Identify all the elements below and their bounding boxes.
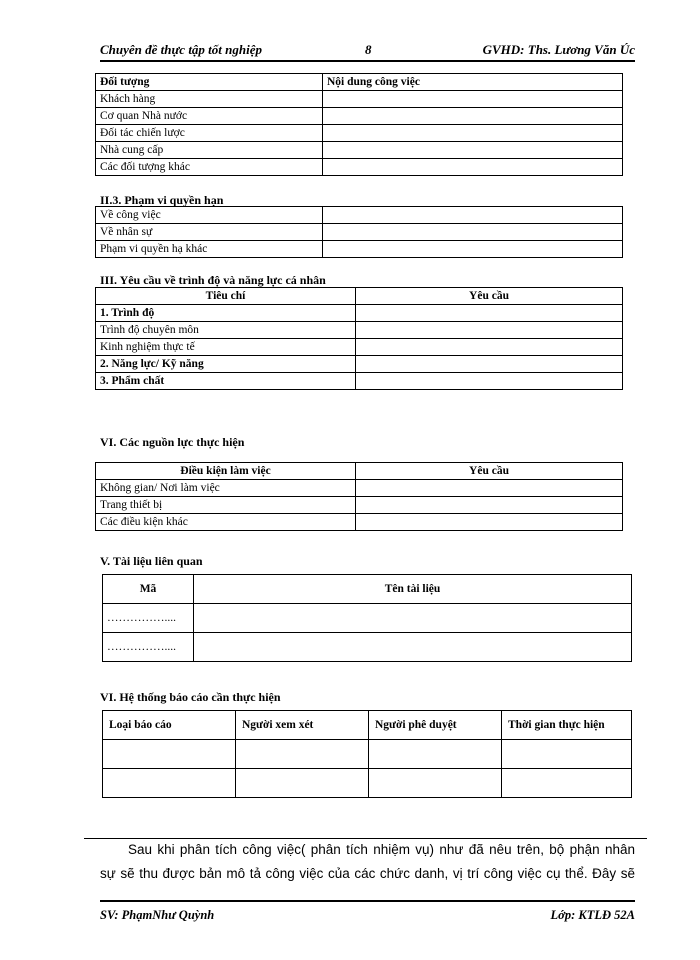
table-cell: Kinh nghiệm thực tế	[96, 339, 356, 356]
table-cell: Trình độ chuyên môn	[96, 322, 356, 339]
table-cell: Phạm vi quyền hạ khác	[96, 241, 323, 258]
table-header: Người xem xét	[236, 711, 369, 740]
table-header: Điều kiện làm việc	[96, 463, 356, 480]
documents-table	[102, 574, 632, 662]
table-header: Loại báo cáo	[103, 711, 236, 740]
resources-table	[95, 462, 623, 531]
table-header: Đối tượng	[96, 74, 323, 91]
table-cell: Đối tác chiến lược	[96, 125, 323, 142]
table-header: Người phê duyệt	[369, 711, 502, 740]
paragraph-line: Sau khi phân tích công việc( phân tích nhiệm vụ) như đã nêu trên, bộ phận nhân	[128, 842, 635, 857]
section-title: III. Yêu cầu về trình độ và năng lực cá nhân	[100, 273, 326, 287]
table-cell: ……………....	[103, 633, 194, 662]
table-header: Thời gian thực hiện	[502, 711, 632, 740]
section-title: V. Tài liệu liên quan	[100, 554, 203, 568]
header-advisor: GVHD: Ths. Lương Văn Úc	[482, 42, 635, 57]
page-number: 8	[365, 42, 372, 57]
table-cell: 2. Năng lực/ Kỹ năng	[96, 356, 356, 373]
section-title: II.3. Phạm vi quyền hạn	[100, 193, 224, 207]
page-footer	[100, 900, 635, 922]
table-header: Nội dung công việc	[323, 74, 623, 91]
page-header	[100, 40, 635, 62]
body-paragraph	[100, 838, 635, 886]
authority-table	[95, 206, 623, 258]
table-cell: Về nhân sự	[96, 224, 323, 241]
footer-class: Lớp: KTLĐ 52A	[550, 908, 635, 922]
section-title: VI. Hệ thống báo cáo cần thực hiện	[100, 690, 281, 704]
header-title: Chuyên đề thực tập tốt nghiệp	[100, 42, 262, 57]
paragraph-line: sự sẽ thu được bản mô tả công việc của các chức danh, vị trí công việc cụ thể. Đây sẽ	[100, 866, 635, 881]
section-title: VI. Các nguồn lực thực hiện	[100, 435, 245, 449]
reports-table	[102, 710, 632, 798]
table-header: Mã	[103, 575, 194, 604]
table-cell: 1. Trình độ	[96, 305, 356, 322]
table-cell: Các đối tượng khác	[96, 159, 323, 176]
table-cell: Không gian/ Nơi làm việc	[96, 480, 356, 497]
table-cell: ……………....	[103, 604, 194, 633]
relations-table	[95, 73, 623, 176]
table-header: Yêu cầu	[356, 288, 623, 305]
table-header: Tiêu chí	[96, 288, 356, 305]
table-header: Yêu cầu	[356, 463, 623, 480]
table-cell: Khách hàng	[96, 91, 323, 108]
qualification-table	[95, 287, 623, 390]
table-cell: 3. Phẩm chất	[96, 373, 356, 390]
table-cell: Các điều kiện khác	[96, 514, 356, 531]
footer-student: SV: PhạmNhư Quỳnh	[100, 908, 215, 922]
table-cell: Trang thiết bị	[96, 497, 356, 514]
table-cell: Nhà cung cấp	[96, 142, 323, 159]
table-cell: Về công việc	[96, 207, 323, 224]
table-header: Tên tài liệu	[194, 575, 632, 604]
table-cell: Cơ quan Nhà nước	[96, 108, 323, 125]
